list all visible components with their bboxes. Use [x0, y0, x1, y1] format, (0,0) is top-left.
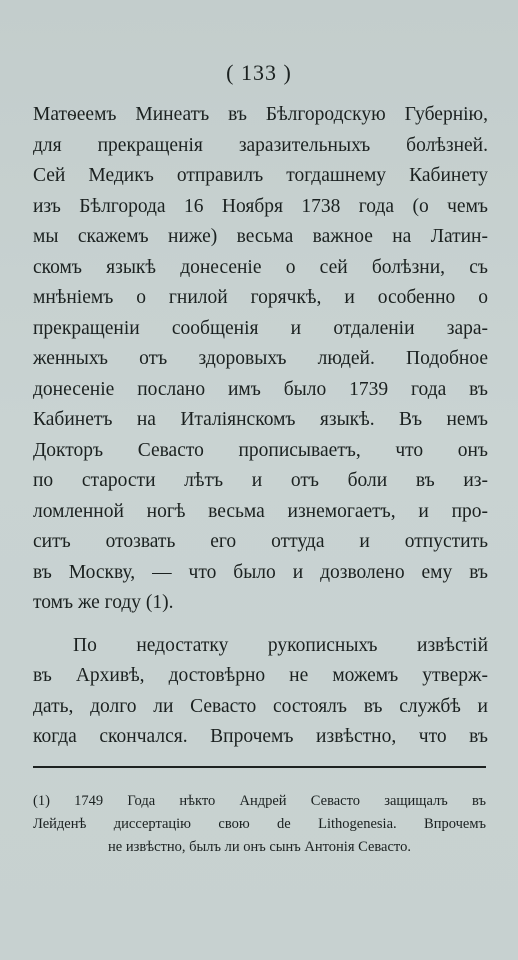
- text-line: по старости лѣтъ и отъ боли въ из-: [33, 470, 488, 491]
- body-text: [33, 100, 488, 753]
- text-line: прекращеніи сообщенія и отдаленіи зара-: [33, 317, 488, 339]
- footnotes: [33, 790, 486, 859]
- text-line: въ Москву, — что было и дозволено ему въ: [33, 561, 488, 583]
- text-line: ломленной ногѣ весьма изнемогаетъ, и про-: [33, 500, 488, 522]
- text-line: скомъ языкѣ донесеніе о сей болѣзни, съ: [33, 256, 488, 278]
- text-line: Сей Медикъ отправилъ тогдашнему Кабинету: [33, 165, 488, 186]
- text-line: когда скончался. Впрочемъ извѣстно, что въ: [33, 726, 488, 747]
- text-line: изъ Бѣлгорода 16 Ноября 1738 года (о чемъ: [33, 195, 488, 217]
- text-line: для прекращенія заразительныхъ болѣзней.: [33, 134, 488, 156]
- footnote-divider: [33, 766, 486, 768]
- text-line: томъ же году (1).: [33, 592, 174, 613]
- text-line: мнѣніемъ о гнилой горячкѣ, и особенно о: [33, 287, 488, 308]
- text-line: донесеніе послано имъ было 1739 года въ: [33, 378, 488, 400]
- text-line: дать, долго ли Севасто состоялъ въ службѣ и: [33, 695, 488, 717]
- footnote-line: не извѣстно, былъ ли онъ сынъ Антонія Севасто.: [108, 839, 411, 855]
- text-line: Докторъ Севасто прописываетъ, что онъ: [33, 439, 488, 461]
- paragraph-gap: [33, 619, 488, 631]
- text-line: женныхъ отъ здоровыхъ людей. Подобное: [33, 348, 488, 369]
- text-line: въ Архивѣ, достовѣрно не можемъ утверж-: [33, 665, 488, 686]
- text-line: мы скажемъ ниже) весьма важное на Латин-: [33, 226, 488, 247]
- page-number: ( 133 ): [226, 60, 292, 85]
- text-line: Матѳеемъ Минеатъ въ Бѣлгородскую Губернію,: [33, 104, 488, 125]
- text-line: По недостатку рукописныхъ извѣстій: [73, 634, 488, 656]
- footnote-line: Лейденѣ диссертацію свою de Lithogenesia. Впрочемъ: [33, 816, 486, 832]
- footnote-line: (1) 1749 Года нѣкто Андрей Севасто защищалъ въ: [33, 793, 486, 809]
- text-line: ситъ отозвать его оттуда и отпустить: [33, 531, 488, 552]
- text-line: Кабинетъ на Италіянскомъ языкѣ. Въ немъ: [33, 409, 488, 430]
